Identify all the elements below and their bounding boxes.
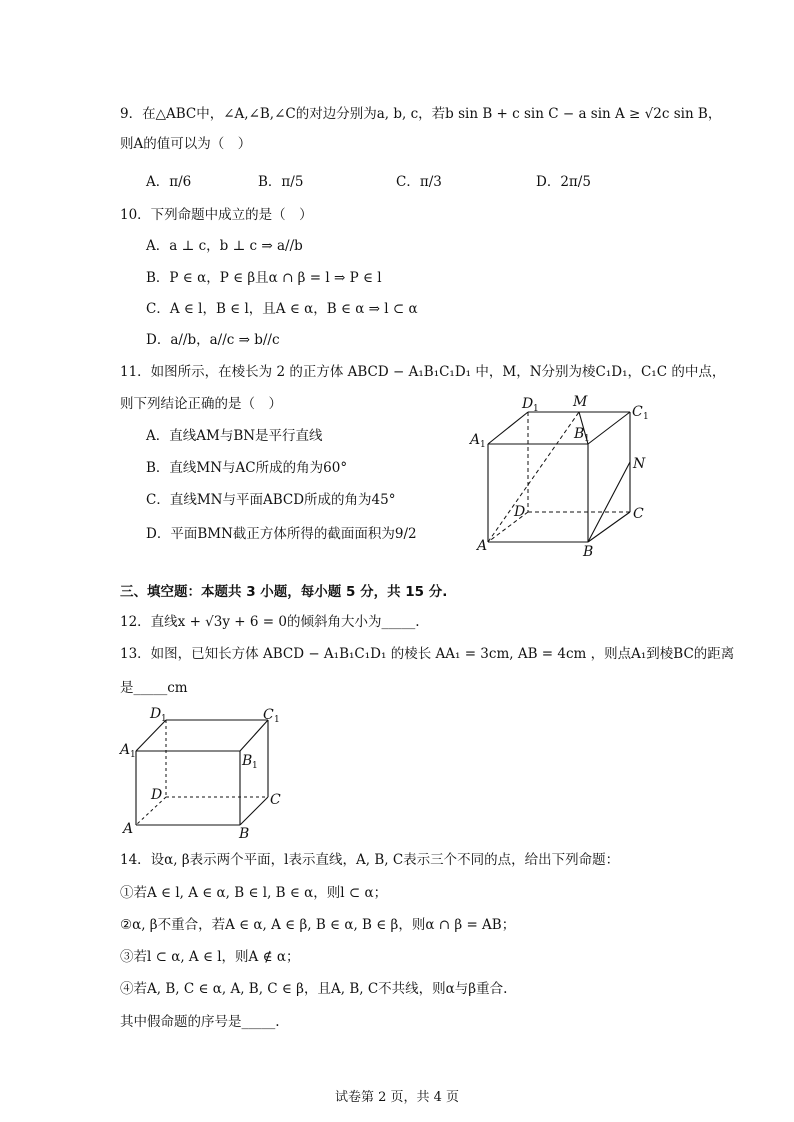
q14-stem: 14．设α, β表示两个平面，l表示直线，A, B, C表示三个不同的点，给出下列命题：: [120, 852, 620, 868]
q11-label-d1: D: [522, 396, 534, 412]
q13-label-d: D: [151, 787, 163, 803]
q11-label-c: C: [633, 506, 644, 522]
q13-line1: 13．如图，已知长方体 ABCD − A₁B₁C₁D₁ 的棱长 AA₁ = 3cm, AB = 4cm ，则点A₁到棱BC的距离: [120, 646, 735, 662]
q13-box-figure: [118, 703, 298, 839]
q9-line2: 则A的值可以为（ ）: [120, 136, 252, 152]
q9-line1: 9．在△ABC中，∠A,∠B,∠C的对边分别为a, b, c，若b sin B + c sin C − a sin A ≥ √2c sin B，: [120, 106, 722, 122]
q11-label-m: M: [573, 394, 588, 410]
q10-option-d: D．a//b，a//c ⇒ b//c: [146, 332, 280, 348]
q10-stem: 10．下列命题中成立的是（ ）: [120, 207, 313, 223]
q11-label-d1-sub: 1: [533, 404, 539, 414]
q14-item-1: ①若A ∈ l, A ∈ α, B ∈ l, B ∈ α，则l ⊂ α；: [120, 885, 388, 901]
q13-label-d1: D: [150, 706, 162, 722]
q11-label-c1: C: [632, 404, 643, 420]
q11-line2: 则下列结论正确的是（ ）: [120, 396, 282, 412]
q13-label-c1-sub: 1: [274, 715, 280, 725]
q13-label-a1: A: [120, 742, 131, 758]
q11-label-b1: B: [574, 426, 585, 442]
q11-cube-figure: [466, 394, 662, 560]
q11-option-c: C．直线MN与平面ABCD所成的角为45°: [146, 492, 396, 508]
q14-item-4: ④若A, B, C ∈ α, A, B, C ∈ β，且A, B, C不共线，则α与β重合.: [120, 981, 508, 997]
q11-option-a: A．直线AM与BN是平行直线: [146, 428, 323, 444]
q11-label-a1: A: [470, 432, 481, 448]
section-3-heading: 三、填空题：本题共 3 小题，每小题 5 分，共 15 分.: [120, 584, 448, 600]
q13-label-b1: B: [242, 753, 253, 769]
q11-label-b: B: [583, 544, 594, 560]
q11-line1: 11．如图所示，在棱长为 2 的正方体 ABCD − A₁B₁C₁D₁ 中，M，N分别为棱C₁D₁，C₁C 的中点，: [120, 364, 726, 380]
q14-item-3: ③若l ⊂ α, A ∈ l，则A ∉ α；: [120, 949, 300, 965]
q11-label-a1-sub: 1: [480, 440, 486, 450]
q14-ask: 其中假命题的序号是_____.: [120, 1014, 280, 1030]
q12: 12．直线x + √3y + 6 = 0的倾斜角大小为_____.: [120, 614, 420, 630]
q9-options: [146, 170, 706, 192]
q11-label-a: A: [477, 538, 488, 554]
q9-option-a: A．π/6: [146, 174, 192, 190]
q9-option-b: B．π/5: [258, 174, 304, 190]
page-footer: 试卷第 2 页，共 4 页: [334, 1090, 460, 1105]
q14-item-2: ②α, β不重合，若A ∈ α, A ∈ β, B ∈ α, B ∈ β，则α ∩ β = AB；: [120, 917, 516, 933]
q13-label-b1-sub: 1: [252, 761, 258, 771]
q10-option-b: B．P ∈ α，P ∈ β且α ∩ β = l ⇒ P ∈ l: [146, 270, 382, 286]
q13-label-b: B: [239, 826, 250, 839]
q11-label-d: D: [514, 504, 526, 520]
q10-option-c: C．A ∈ l，B ∈ l，且A ∈ α，B ∈ α ⇒ l ⊂ α: [146, 301, 418, 317]
q11-label-n: N: [633, 456, 646, 472]
q10-option-a: A．a ⊥ c，b ⊥ c ⇒ a//b: [146, 238, 303, 254]
q13-line2: 是_____cm: [120, 680, 188, 696]
q13-label-a1-sub: 1: [130, 750, 136, 760]
q13-label-a: A: [123, 821, 134, 837]
q11-label-c1-sub: 1: [643, 412, 649, 422]
q11-option-d: D．平面BMN截正方体所得的截面面积为9/2: [146, 526, 417, 542]
q9-option-c: C．π/3: [396, 174, 442, 190]
q13-label-c1: C: [263, 707, 274, 723]
q11-option-b: B．直线MN与AC所成的角为60°: [146, 460, 348, 476]
q13-label-c: C: [270, 792, 281, 808]
q11-label-b1-sub: 1: [584, 434, 590, 444]
q13-label-d1-sub: 1: [161, 714, 167, 724]
q9-option-d: D．2π/5: [536, 174, 591, 190]
